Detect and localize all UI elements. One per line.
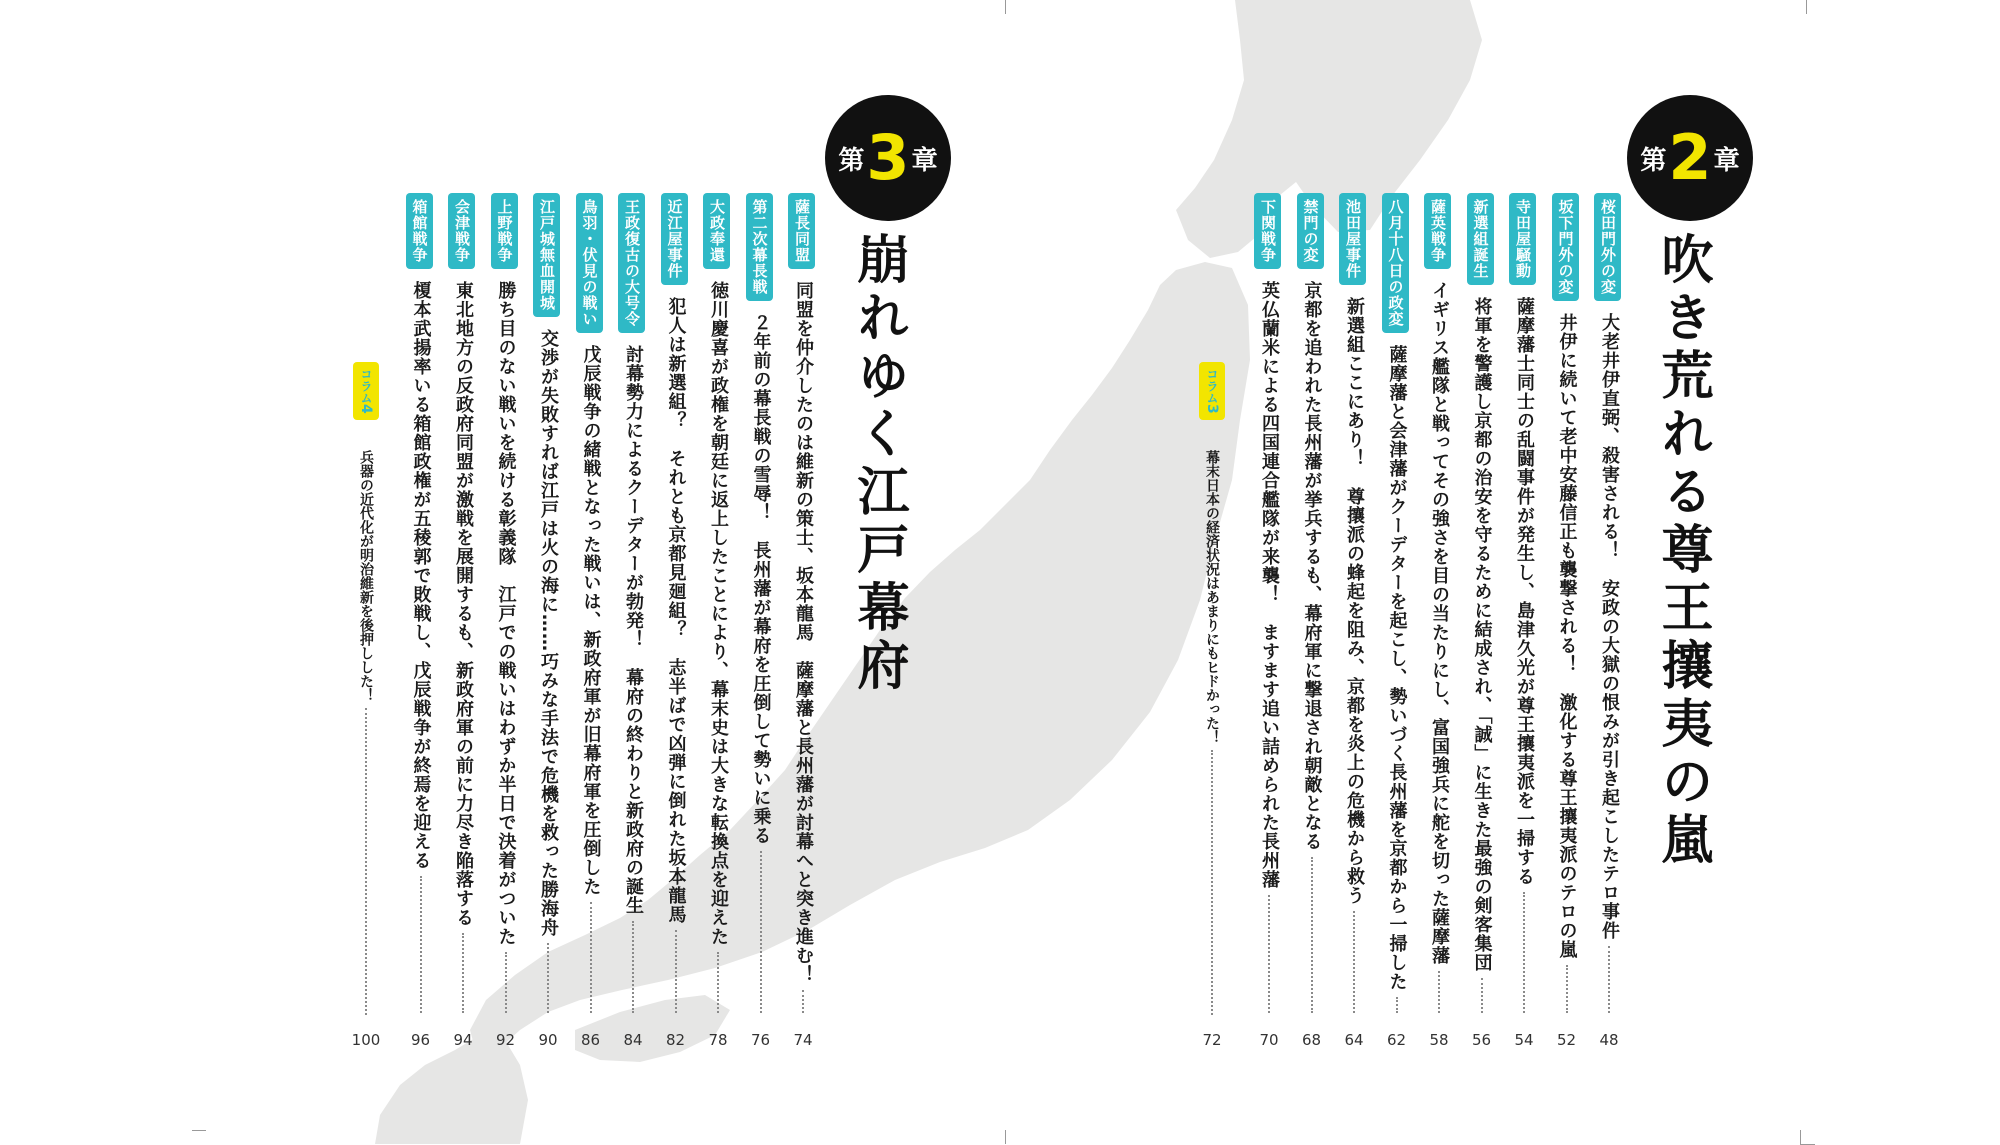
toc-entry-label: 鳥羽・伏見の戦い [576, 193, 603, 333]
chapter-3-badge [825, 95, 951, 221]
toc-entry-text: 榎本武揚率いる箱館政権が五稜郭で敗戦し、戊辰戦争が終焉を迎える [410, 281, 432, 870]
column-badge-prefix: コラム [1205, 368, 1219, 404]
toc-entry-text: 大老井伊直弼、殺害される！ 安政の大獄の恨みが引き起こしたテロ事件 [1599, 313, 1620, 940]
toc-entry-text: 勝ち目のない戦いを続ける彰義隊 江戸での戦いはわずか半日で決着がついた [495, 281, 517, 946]
column-entry-text[interactable]: 兵器の近代化が明治維新を後押しした！ [358, 450, 374, 702]
toc-entry-label: 近江屋事件 [661, 193, 688, 285]
toc-entry[interactable] [1294, 193, 1330, 1043]
toc-page-number: 90 [538, 1031, 558, 1049]
toc-page-number: 70 [1259, 1031, 1279, 1049]
chapter-badge-prefix: 第 [838, 145, 865, 176]
toc-entry-text: 討幕勢力によるクーデターが勃発！ 幕府の終わりと新政府の誕生 [623, 345, 644, 915]
toc-entry-text: 交渉が失敗すれば江戸は火の海に……巧みな手法で危機を救った勝海舟 [538, 329, 559, 937]
toc-leader-dots [1438, 971, 1440, 1013]
toc-entry-label: 薩英戦争 [1424, 193, 1451, 269]
toc-page-number: 82 [665, 1031, 686, 1049]
column-badge [353, 362, 379, 420]
column-badge-prefix: コラム [359, 368, 373, 404]
chapter-number: 3 [866, 121, 910, 194]
toc-entry[interactable] [1549, 193, 1585, 1043]
toc-page-number: 56 [1471, 1031, 1492, 1049]
column-number: 3 [1204, 404, 1220, 414]
toc-page-number: 92 [495, 1031, 516, 1049]
toc-entry-label: 寺田屋騒動 [1509, 193, 1536, 285]
chapter-number: 2 [1668, 121, 1712, 194]
toc-page-number: 84 [623, 1031, 643, 1049]
toc-leader-dots [1311, 857, 1313, 1013]
toc-entry-text: 薩摩藩と会津藩がクーデターを起こし、勢いづく長州藩を京都から一掃した [1386, 345, 1408, 991]
toc-entry-text: イギリス艦隊と戦ってその強さを目の当たりにし、富国強兵に舵を切った薩摩藩 [1429, 281, 1450, 965]
toc-entry-text: 京都を追われた長州藩が挙兵するも、幕府軍に撃退され朝敵となる [1301, 281, 1323, 851]
toc-leader-dots [462, 933, 464, 1013]
toc-entry[interactable] [1421, 193, 1457, 1043]
chapter-badge-prefix: 第 [1640, 145, 1667, 176]
crop-mark [1800, 1130, 1815, 1145]
crop-mark [192, 1130, 206, 1145]
column-page-number: 100 [351, 1031, 381, 1049]
toc-entry[interactable] [530, 193, 566, 1043]
toc-page-number: 68 [1301, 1031, 1322, 1049]
toc-entry-label: 江戸城無血開城 [533, 193, 560, 317]
toc-page-number: 64 [1344, 1031, 1364, 1049]
toc-entry[interactable] [1464, 193, 1500, 1043]
toc-leader-dots [590, 902, 592, 1013]
toc-entry[interactable] [1251, 193, 1287, 1043]
toc-leader-dots [1566, 965, 1568, 1013]
column-leader-dots [1211, 750, 1213, 1015]
toc-page-number: 76 [750, 1031, 771, 1049]
toc-leader-dots [632, 921, 634, 1013]
toc-page-number: 58 [1429, 1031, 1449, 1049]
toc-entry-text: 同盟を仲介したのは維新の策士、坂本龍馬 薩摩藩と長州藩が討幕へと突き進む！ [793, 281, 814, 984]
toc-leader-dots [1523, 892, 1525, 1013]
column-number: 4 [358, 404, 374, 414]
toc-entry[interactable] [488, 193, 524, 1043]
toc-leader-dots [1396, 997, 1398, 1013]
chapter-badge-suffix: 章 [911, 145, 938, 176]
toc-entry-label: 会津戦争 [448, 193, 475, 269]
toc-leader-dots [547, 943, 549, 1013]
toc-entry-label: 上野戦争 [491, 193, 518, 269]
toc-entry[interactable] [785, 193, 821, 1043]
toc-entry-label: 禁門の変 [1297, 193, 1324, 269]
toc-page-number: 78 [708, 1031, 728, 1049]
toc-entry-text: 犯人は新選組？ それとも京都見廻組？ 志半ばで凶弾に倒れた坂本龍馬 [665, 297, 687, 924]
kyushu-landmass [375, 1035, 528, 1144]
crop-mark [1806, 0, 1821, 14]
toc-leader-dots [1481, 978, 1483, 1013]
toc-entry[interactable] [1506, 193, 1542, 1043]
toc-entry[interactable] [658, 193, 694, 1043]
toc-entry-label: 箱館戦争 [406, 193, 433, 269]
toc-leader-dots [717, 952, 719, 1013]
toc-entry[interactable] [615, 193, 651, 1043]
toc-entry-text: 将軍を警護し京都の治安を守るために結成され、「誠」に生きた最強の剣客集団 [1471, 297, 1493, 972]
toc-page-number: 48 [1599, 1031, 1619, 1049]
toc-entry-label: 八月十八日の政変 [1382, 193, 1409, 333]
toc-page-number: 94 [453, 1031, 473, 1049]
crop-mark [1005, 1130, 1020, 1144]
toc-entry-text: 徳川慶喜が政権を朝廷に返上したことにより、幕末史は大きな転換点を迎えた [708, 281, 729, 946]
toc-entry-label: 桜田門外の変 [1594, 193, 1621, 301]
toc-entry[interactable] [700, 193, 736, 1043]
toc-page-number: 62 [1386, 1031, 1407, 1049]
toc-leader-dots [675, 930, 677, 1013]
toc-entry[interactable] [445, 193, 481, 1043]
toc-page-number: 54 [1514, 1031, 1534, 1049]
toc-entry[interactable] [1591, 193, 1627, 1043]
column-entry-text[interactable]: 幕末日本の経済状況はあまりにもヒドかった！ [1204, 450, 1220, 744]
toc-page-number: 96 [410, 1031, 431, 1049]
toc-entry-label: 大政奉還 [703, 193, 730, 269]
toc-entry[interactable] [1379, 193, 1415, 1043]
toc-entry-text: 新選組ここにあり！ 尊攘派の蜂起を阻み、京都を炎上の危機から救う [1344, 297, 1365, 905]
chapter-2-title: 吹き荒れる尊王攘夷の嵐 [1652, 232, 1712, 870]
toc-entry-text: ２年前の幕長戦の雪辱！ 長州藩が幕府を圧倒して勢いに乗る [750, 313, 772, 845]
toc-entry[interactable] [573, 193, 609, 1043]
toc-entry-label: 新選組誕生 [1467, 193, 1494, 285]
toc-page-number: 86 [580, 1031, 601, 1049]
toc-entry-text: 薩摩藩士同士の乱闘事件が発生し、島津久光が尊王攘夷派を一掃する [1514, 297, 1535, 886]
toc-page-number: 52 [1556, 1031, 1577, 1049]
chapter-badge-suffix: 章 [1713, 145, 1740, 176]
column-page-number: 72 [1202, 1031, 1222, 1049]
toc-leader-dots [1268, 895, 1270, 1013]
toc-entry-text: 戊辰戦争の緒戦となった戦いは、新政府軍が旧幕府軍を圧倒した [580, 345, 602, 896]
toc-leader-dots [505, 952, 507, 1013]
toc-entry-label: 第二次幕長戦 [746, 193, 773, 301]
toc-entry[interactable] [743, 193, 779, 1043]
toc-entry-text: 井伊に続いて老中安藤信正も襲撃される！ 激化する尊王攘夷派のテロの嵐 [1556, 313, 1578, 959]
toc-entry[interactable] [403, 193, 439, 1043]
toc-entry-label: 薩長同盟 [788, 193, 815, 269]
toc-entry-label: 下関戦争 [1254, 193, 1281, 269]
toc-leader-dots [1353, 911, 1355, 1013]
toc-entry[interactable] [1336, 193, 1372, 1043]
chapter-3-title: 崩れゆく江戸幕府 [848, 232, 908, 696]
chapter-2-badge [1627, 95, 1753, 221]
toc-entry-label: 王政復古の大号令 [618, 193, 645, 333]
toc-leader-dots [1608, 946, 1610, 1013]
toc-page-number: 74 [793, 1031, 813, 1049]
toc-entry-label: 坂下門外の変 [1552, 193, 1579, 301]
column-leader-dots [365, 708, 367, 1015]
toc-leader-dots [760, 851, 762, 1013]
toc-leader-dots [420, 876, 422, 1013]
toc-entry-text: 東北地方の反政府同盟が激戦を展開するも、新政府軍の前に力尽き陥落する [453, 281, 474, 927]
toc-leader-dots [802, 990, 804, 1013]
toc-entry-text: 英仏蘭米による四国連合艦隊が来襲！ ますます追い詰められた長州藩 [1259, 281, 1280, 889]
crop-mark [1005, 0, 1020, 14]
column-badge [1199, 362, 1225, 420]
toc-entry-label: 池田屋事件 [1339, 193, 1366, 285]
